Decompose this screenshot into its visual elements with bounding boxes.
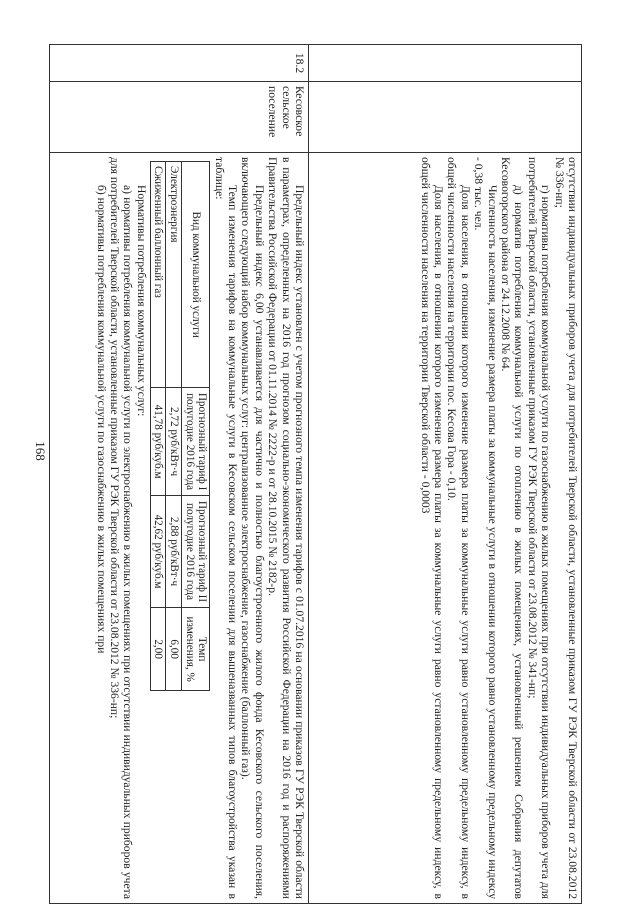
tariff-cell: 41,78 руб/куб.м bbox=[150, 388, 166, 495]
paragraph: г) нормативы потребления коммунальной услуги по газоснабжению в жилых помещениях при отсутствии индивидуальных приборов учета для потребителей Тверской области, установленные приказом ГУ РЭК Тверской области от 23.08.2012 № 341-нп; bbox=[525, 157, 553, 899]
rate-cell: 2,00 bbox=[150, 608, 166, 691]
tariff-cell: 2,72 руб/кВт·ч bbox=[166, 388, 182, 495]
rate-cell: 6,00 bbox=[166, 608, 182, 691]
tariff-table-row bbox=[150, 162, 166, 691]
service-cell: Электроэнергия bbox=[166, 162, 182, 388]
table-row-18-2 bbox=[50, 45, 309, 904]
page-number: 168 bbox=[33, 441, 48, 461]
header-cell: Темп изменения, % bbox=[181, 608, 209, 691]
tariff-table-header bbox=[181, 162, 209, 691]
header-cell: Прогнозный тариф II полугодие 2016 года bbox=[181, 495, 209, 607]
tariff-table bbox=[150, 161, 210, 691]
service-cell: Сжиженный баллонный газ bbox=[150, 162, 166, 388]
tariff-cell: 42,62 руб/куб.м bbox=[150, 495, 166, 607]
header-cell: Вид коммунальной услуги bbox=[181, 162, 209, 388]
description-cell bbox=[309, 153, 582, 904]
rotated-content bbox=[60, 44, 582, 904]
settlement-cell bbox=[309, 82, 582, 153]
table-row-previous bbox=[309, 45, 582, 904]
description-cell bbox=[50, 153, 309, 904]
paragraph: д) норматив потребления коммунальной услуги по отоплению в жилых помещениях, установленный решением Собрания депутатов Кесовогорского района от 24.12.2008 № 64. bbox=[498, 157, 526, 899]
paragraph: Доля населения, в отношении которого изменение размера платы за коммунальные услуги равно установленному предельному индексу, в общей численности населения на территории Тверской области - 0,0003 bbox=[418, 157, 445, 899]
paragraph: Предельный индекс 6,00 устанавливается для частично и полностью благоустроенного жилого фонда Кесовского сельского поселения, включающего следующий набор коммунальных услуг: централизованное электроснабжение, газоснабжение (баллонный газ). bbox=[239, 157, 266, 899]
paragraph: Численность населения, изменение размера платы за коммунальные услуги в отношении которого равно установленному предельному индексу - 0,38 тыс. чел. bbox=[472, 157, 499, 899]
settlements-table bbox=[49, 44, 582, 904]
row-number-cell bbox=[309, 45, 582, 82]
paragraph: Нормативы потребления коммунальных услуг: bbox=[134, 185, 148, 417]
paragraph: Темп изменения тарифов на коммунальные услуги в Кесовском сельском поселении для вышеназванных типов благоустройства указан в таблице: bbox=[212, 157, 239, 899]
paragraph: б) нормативы потребления коммунальной услуги по газоснабжению в жилых помещениях при bbox=[94, 185, 108, 654]
paragraph: а) нормативы потребления коммунальной услуги по электроснабжению в жилых помещениях при отсутствии индивидуальных приборов учета для потребителей Тверской области, установленные приказом ГУ РЭК Тверской области от 23.08.2012 № 336-нп; bbox=[107, 157, 135, 899]
paragraph: отсутствии индивидуальных приборов учета для потребителей Тверской области, установленные приказом ГУ РЭК Тверской области от 23.08.2012 № 336-нп; bbox=[552, 157, 579, 899]
paragraph: Предельный индекс установлен с учетом прогнозного темпа изменения тарифов с 01.07.2016 на основании приказов ГУ РЭК Тверской области в параметрах, определенных на 2016 год прогнозом социально-экономического развития Российской Федерации на 2016 год и распоряжениями Правительства Российской Федерации от 01.11.2014 № 2222-р и от 28.10.2015 № 2182-р. bbox=[266, 157, 306, 899]
settlement-cell: Кесовское сельское поселение bbox=[50, 82, 309, 153]
row-number-cell: 18.2 bbox=[50, 45, 309, 82]
tariff-cell: 2,88 руб/кВт·ч bbox=[166, 495, 182, 607]
tariff-table-row bbox=[166, 162, 182, 691]
paragraph: Доля населения, в отношении которого изменение размера платы за коммунальные услуги равно установленному предельному индексу, в общей численности населения на территории пос. Кесова Гора - 0,10. bbox=[445, 157, 472, 899]
header-cell: Прогнозный тариф I полугодие 2016 года bbox=[181, 388, 209, 495]
